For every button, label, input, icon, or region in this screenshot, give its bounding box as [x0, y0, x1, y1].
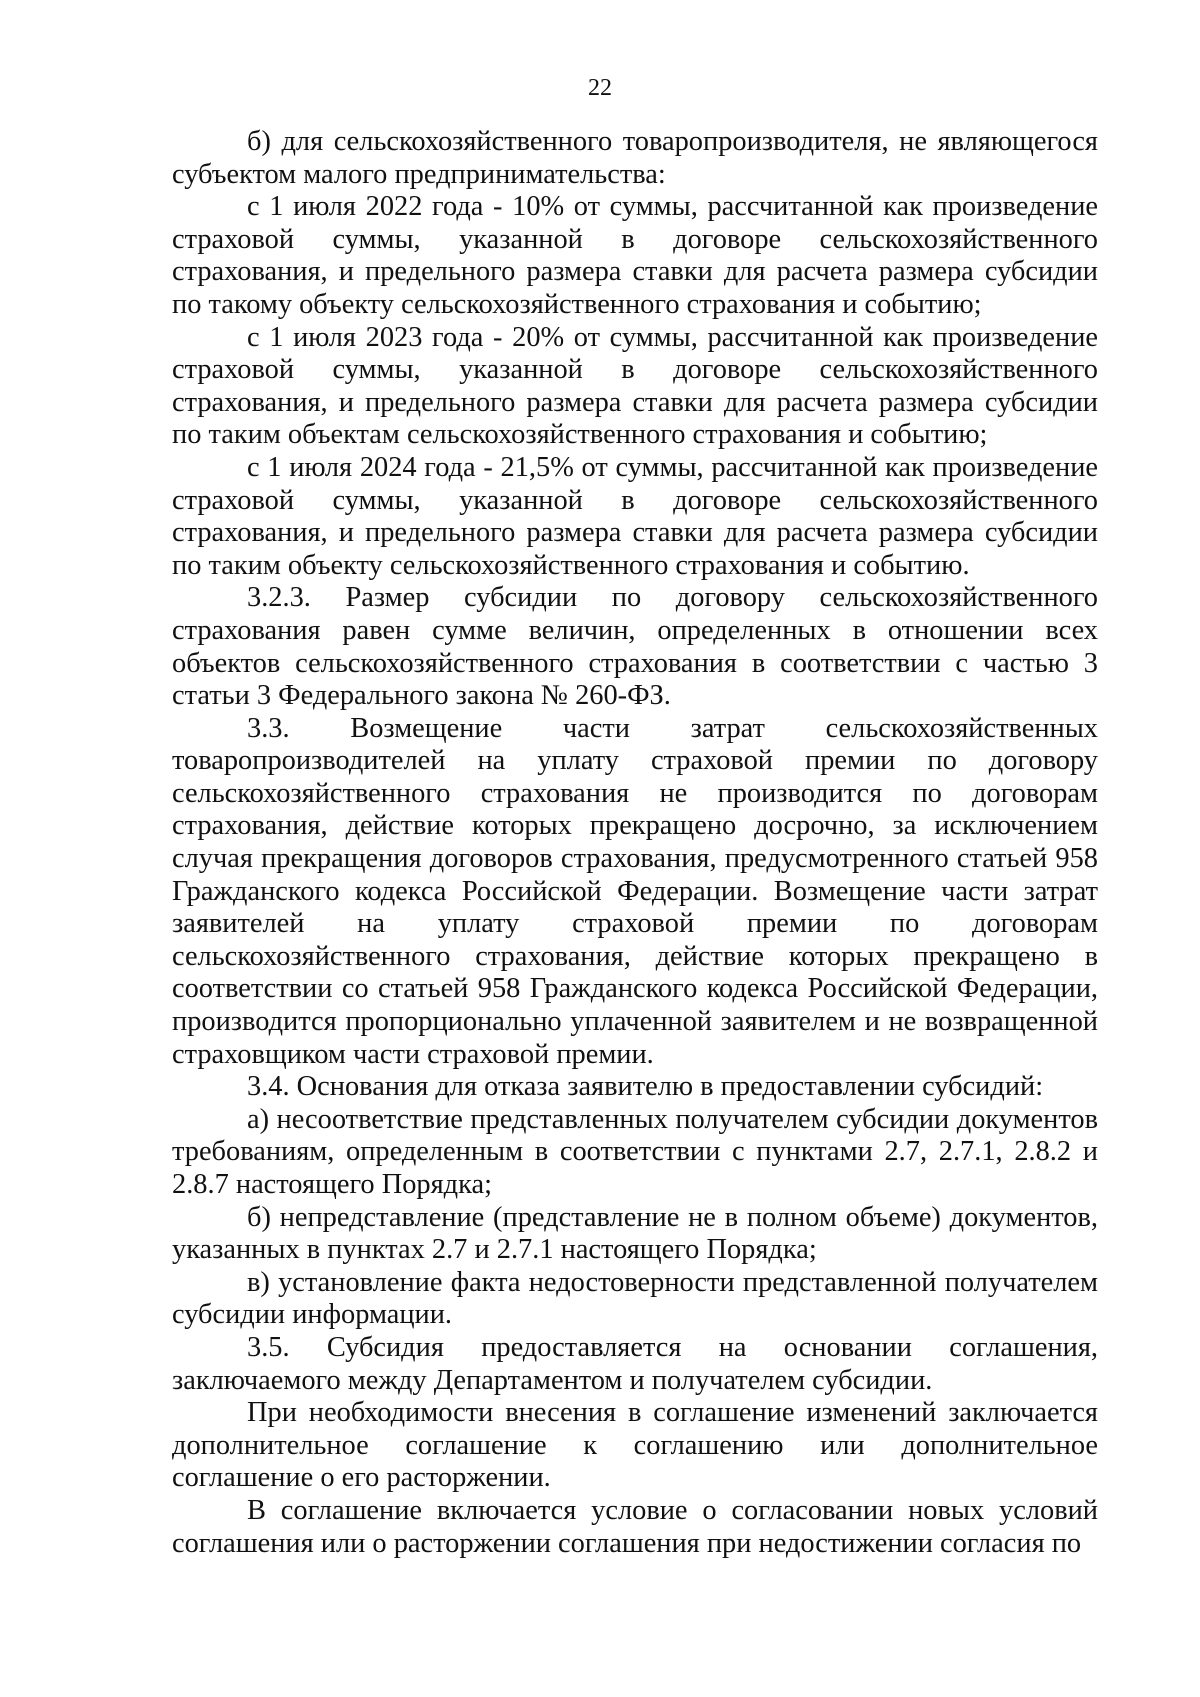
paragraph-new-conditions: В соглашение включается условие о согласовании новых условий соглашения или о расторжении соглашения при недостижении согласия по	[172, 1494, 1098, 1559]
paragraph-3-3: 3.3. Возмещение части затрат сельскохозяйственных товаропроизводителей на уплату страховой премии по договору сельскохозяйственного страхования не производится по договорам страхования, действие которых прекращено досрочно, за исключением случая прекращения договоров страхования, предусмотренного статьей 958 Гражданского кодекса Российской Федерации. Возмещение части затрат заявителей на уплату страховой премии по договорам сельскохозяйственного страхования, действие которых прекращено в соответствии со статьей 958 Гражданского кодекса Российской Федерации, производится пропорционально уплаченной заявителем и не возвращенной страховщиком части страховой премии.	[172, 712, 1098, 1070]
paragraph-3-5: 3.5. Субсидия предоставляется на основании соглашения, заключаемого между Департаментом и получателем субсидии.	[172, 1331, 1098, 1396]
paragraph-b-large-producers: б) для сельскохозяйственного товаропроизводителя, не являющегося субъектом малого предпринимательства:	[172, 126, 1098, 190]
paragraph-3-4-v: в) установление факта недостоверности представленной получателем субсидии информации.	[172, 1266, 1098, 1331]
page-number: 22	[588, 75, 612, 101]
paragraph-3-2-3: 3.2.3. Размер субсидии по договору сельскохозяйственного страхования равен сумме величин, определенных в отношении всех объектов сельскохозяйственного страхования в соответствии с частью 3 статьи 3 Федерального закона № 260-ФЗ.	[172, 582, 1098, 712]
document-body	[172, 126, 1098, 1560]
paragraph-rate-2023: с 1 июля 2023 года - 20% от суммы, рассчитанной как произведение страховой суммы, указанной в договоре сельскохозяйственного страхования, и предельного размера ставки для расчета размера субсидии по таким объектам сельскохозяйственного страхования и событию;	[172, 321, 1098, 451]
paragraph-rate-2024: с 1 июля 2024 года - 21,5% от суммы, рассчитанной как произведение страховой суммы, указанной в договоре сельскохозяйственного страхования, и предельного размера ставки для расчета размера субсидии по таким объекту сельскохозяйственного страхования и событию.	[172, 451, 1098, 581]
paragraph-amendments: При необходимости внесения в соглашение изменений заключается дополнительное соглашение к соглашению или дополнительное соглашение о его расторжении.	[172, 1397, 1098, 1494]
paragraph-3-4-a: а) несоответствие представленных получателем субсидии документов требованиям, определенным в соответствии с пунктами 2.7, 2.7.1, 2.8.2 и 2.8.7 настоящего Порядка;	[172, 1103, 1098, 1200]
paragraph-3-4-b: б) непредставление (представление не в полном объеме) документов, указанных в пунктах 2.7 и 2.7.1 настоящего Порядка;	[172, 1201, 1098, 1266]
paragraph-rate-2022: с 1 июля 2022 года - 10% от суммы, рассчитанной как произведение страховой суммы, указанной в договоре сельскохозяйственного страхования, и предельного размера ставки для расчета размера субсидии по такому объекту сельскохозяйственного страхования и событию;	[172, 191, 1098, 320]
paragraph-3-4: 3.4. Основания для отказа заявителю в предоставлении субсидий:	[247, 1071, 1044, 1103]
